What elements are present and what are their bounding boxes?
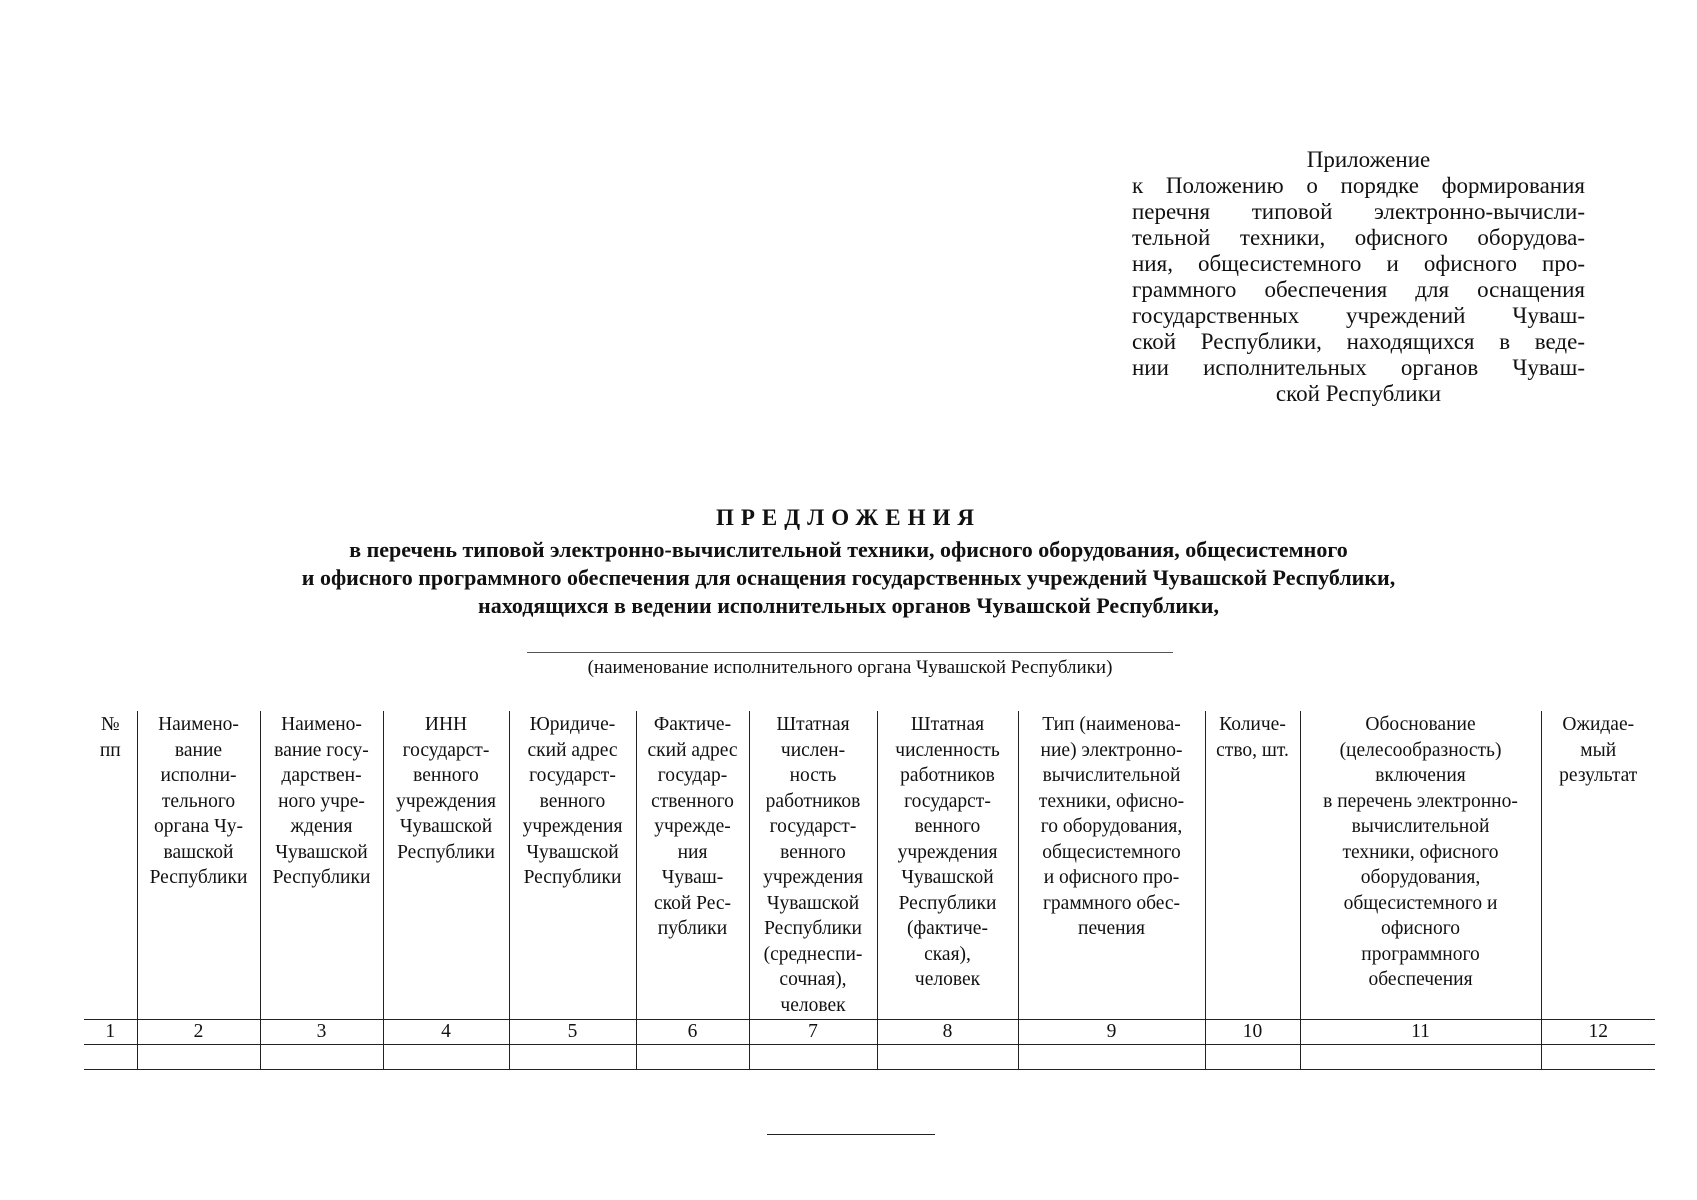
appendix-line: нии исполнительных органов Чуваш-	[1132, 355, 1585, 380]
table-cell	[636, 1045, 749, 1070]
column-number: 9	[1018, 1020, 1205, 1045]
column-number: 8	[877, 1020, 1018, 1045]
document-subtitle	[0, 536, 1697, 620]
table-cell	[137, 1045, 260, 1070]
column-number-row	[84, 1020, 1655, 1045]
header-cell-executive-organ: Наимено- вание исполни- тельного органа Чу- вашской Республики	[137, 711, 260, 1020]
column-number: 4	[383, 1020, 509, 1045]
column-number: 11	[1300, 1020, 1541, 1045]
table-cell	[1205, 1045, 1300, 1070]
table-cell	[877, 1045, 1018, 1070]
table-cell	[1300, 1045, 1541, 1070]
appendix-block	[1132, 147, 1585, 407]
column-number: 2	[137, 1020, 260, 1045]
header-cell-quantity: Количе- ство, шт.	[1205, 711, 1300, 1020]
table-cell	[260, 1045, 383, 1070]
column-number: 10	[1205, 1020, 1300, 1045]
subtitle-line: и офисного программного обеспечения для оснащения государственных учреждений Чувашской Республики,	[301, 565, 1396, 590]
appendix-title: Приложение	[1306, 147, 1431, 172]
header-cell-justification: Обоснование (целесообразность) включения в перечень электронно- вычислительной техники, офисного оборудования, общесистемного и офисного программного обеспечения	[1300, 711, 1541, 1020]
column-number: 3	[260, 1020, 383, 1045]
table-cell	[1018, 1045, 1205, 1070]
table-cell	[383, 1045, 509, 1070]
header-cell-inn: ИНН государст- венного учреждения Чувашской Республики	[383, 711, 509, 1020]
document-title: ПРЕДЛОЖЕНИЯ	[715, 505, 982, 530]
table-cell	[1541, 1045, 1655, 1070]
column-number: 1	[84, 1020, 137, 1045]
subtitle-line: находящихся в ведении исполнительных органов Чувашской Республики,	[478, 593, 1219, 618]
column-number: 5	[509, 1020, 636, 1045]
appendix-line-last: ской Республики	[1275, 381, 1442, 406]
column-number: 7	[749, 1020, 877, 1045]
proposals-table	[84, 711, 1655, 1070]
appendix-line: ния, общесистемного и офисного про-	[1132, 251, 1585, 276]
footer-separator-line	[767, 1134, 935, 1135]
header-cell-expected-result: Ожидае- мый результат	[1541, 711, 1655, 1020]
table-row	[84, 1045, 1655, 1070]
appendix-line: к Положению о порядке формирования	[1132, 173, 1585, 198]
table-cell	[509, 1045, 636, 1070]
appendix-line: ской Республики, находящихся в веде-	[1132, 329, 1585, 354]
table-header-row	[84, 711, 1655, 1020]
appendix-line: перечня типовой электронно-вычисли-	[1132, 199, 1585, 224]
org-name-caption: (наименование исполнительного органа Чувашской Республики)	[587, 657, 1113, 678]
org-name-underline	[527, 652, 1173, 653]
subtitle-line: в перечень типовой электронно-вычислительной техники, офисного оборудования, общесистемного	[349, 537, 1348, 562]
header-cell-actual-address: Фактиче- ский адрес государ- ственного учрежде- ния Чуваш- ской Рес- публики	[636, 711, 749, 1020]
header-cell-number: № пп	[84, 711, 137, 1020]
column-number: 12	[1541, 1020, 1655, 1045]
appendix-line: граммного обеспечения для оснащения	[1132, 277, 1585, 302]
appendix-line: тельной техники, офисного оборудова-	[1132, 225, 1585, 250]
table-cell	[749, 1045, 877, 1070]
table-cell	[84, 1045, 137, 1070]
header-cell-staff-actual: Штатная численность работников государст- венного учреждения Чувашской Республики (фактиче- ская), человек	[877, 711, 1018, 1020]
column-number: 6	[636, 1020, 749, 1045]
header-cell-institution-name: Наимено- вание госу- дарствен- ного учре- ждения Чувашской Республики	[260, 711, 383, 1020]
header-cell-legal-address: Юридиче- ский адрес государст- венного учреждения Чувашской Республики	[509, 711, 636, 1020]
header-cell-staff-average: Штатная числен- ность работников государст- венного учреждения Чувашской Республики (среднеспи- сочная), человек	[749, 711, 877, 1020]
appendix-line: государственных учреждений Чуваш-	[1132, 303, 1585, 328]
header-cell-equipment-type: Тип (наименова- ние) электронно- вычислительной техники, офисно- го оборудования, общесистемного и офисного про- граммного обес- печения	[1018, 711, 1205, 1020]
